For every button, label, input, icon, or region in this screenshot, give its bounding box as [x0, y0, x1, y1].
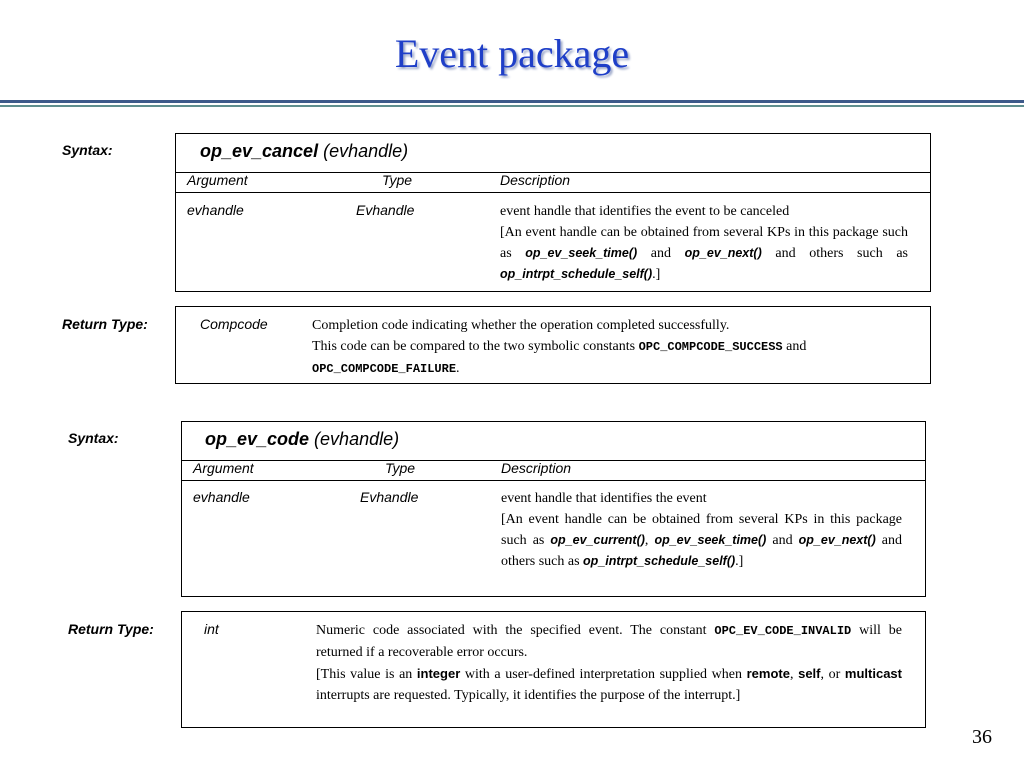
syntax-label: Syntax:	[62, 142, 113, 158]
argument-header: Argument	[187, 172, 248, 188]
cancel-syntax-table	[175, 133, 931, 292]
cancel-description-note: [An event handle can be obtained from several KPs in this package such as op_ev_seek_time() and op_ev_next() and others such as op_intrpt_schedule_self().]	[500, 225, 908, 282]
description-header-2: Description	[501, 460, 572, 476]
title-divider	[0, 100, 1024, 103]
return-type-label-2: Return Type:	[68, 621, 154, 637]
cancel-description-line: event handle that identifies the event to be canceled	[500, 204, 790, 219]
cancel-return-table	[175, 306, 931, 384]
cancel-column-header	[176, 172, 930, 193]
syntax-label-2: Syntax:	[68, 430, 119, 446]
cancel-return-type: Compcode	[200, 316, 268, 332]
code-function-params: (evhandle)	[309, 429, 400, 449]
code-argument: evhandle	[193, 489, 250, 505]
cancel-signature	[176, 134, 930, 173]
code-column-header	[182, 460, 925, 481]
code-description: event handle that identifies the event [An event handle can be obtained from several KPs in this package such as op_ev_current(), op_ev_seek_time() and op_ev_next() and others such as op_intrpt_schedule_self().]	[501, 491, 903, 569]
code-return-type: int	[204, 621, 219, 637]
cancel-return-description: Completion code indicating whether the operation completed successfully. This code can be compared to the two symbolic constants OPC_COMPCODE_SUCCESS and OPC_COMPCODE_FAILURE.	[312, 318, 807, 376]
type-header-2: Type	[385, 460, 416, 476]
title-divider-accent	[0, 105, 1024, 107]
page-number: 36	[972, 726, 992, 748]
return-type-label: Return Type:	[62, 316, 148, 332]
code-syntax-table	[181, 421, 926, 597]
cancel-description	[500, 201, 908, 285]
cancel-argument: evhandle	[187, 202, 244, 218]
cancel-argument-type: Evhandle	[356, 202, 415, 218]
type-header: Type	[382, 172, 413, 188]
code-return-description: Numeric code associated with the specified event. The constant OPC_EV_CODE_INVALID will be returned if a recoverable error occurs. [This value is an integer with a user-defined interpretation supplied when remote, self, or multicast interrupts are requested. Typically, it identifies the purpose of the interrupt.]	[316, 623, 902, 703]
code-function-name: op_ev_code	[205, 429, 310, 449]
description-header: Description	[500, 172, 571, 188]
argument-header-2: Argument	[193, 460, 254, 476]
cancel-function-name: op_ev_cancel	[200, 141, 319, 161]
cancel-function-params: (evhandle)	[318, 141, 409, 161]
code-return-table	[181, 611, 926, 728]
code-argument-type: Evhandle	[360, 489, 419, 505]
code-signature	[182, 422, 925, 461]
slide-title: Event package	[394, 31, 630, 76]
